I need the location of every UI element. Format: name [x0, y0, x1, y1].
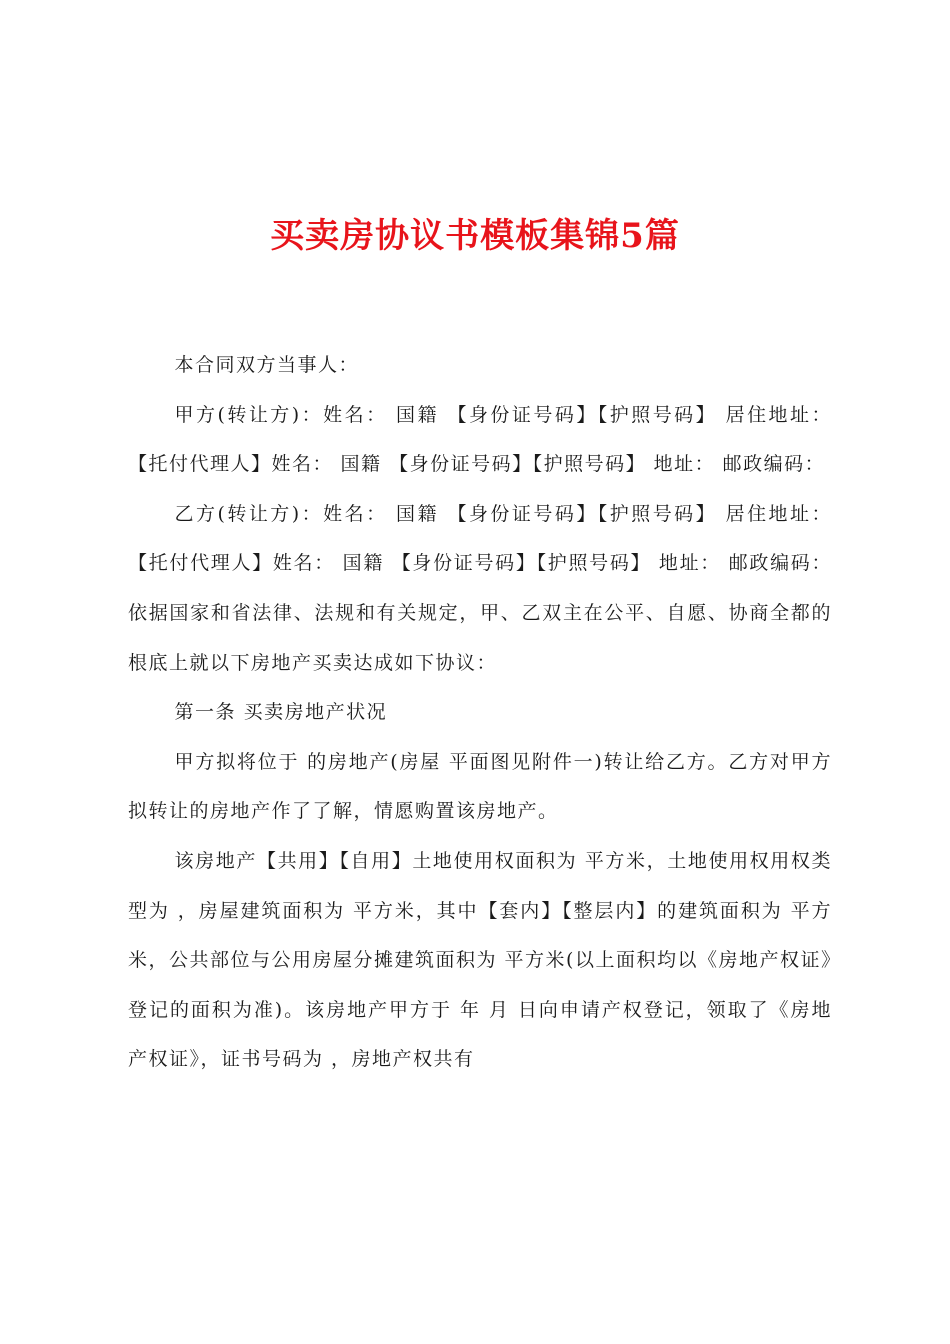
document-title: 买卖房协议书模板集锦5篇 — [270, 216, 680, 256]
paragraph-property-area: 该房地产【共用】【自用】土地使用权面积为 平方米，土地使用权用权类型为 ，房屋建筑面积为 平方米，其中【套内】【整层内】的建筑面积为 平方米，公共部位与公用房屋分摊建筑面积为 平方米(以上面积均以《房地产权证》登记的面积为准)。该房地产甲方于 年 月 日向申请产权登记，领取了《房地产权证》，证书号码为 ，房地产权共有 — [128, 849, 832, 1071]
paragraph-party-a: 甲方(转让方)：姓名： 国籍 【身份证号码】【护照号码】 居住地址： 【托付代理人】姓名： 国籍 【身份证号码】【护照号码】 地址： 邮政编码： — [128, 403, 832, 476]
paragraph-parties-intro: 本合同双方当事人： — [174, 354, 360, 376]
paragraph-property-location: 甲方拟将位于 的房地产(房屋 平面图见附件一)转让给乙方。乙方对甲方拟转让的房地产作了了解，情愿购置该房地产。 — [128, 750, 832, 823]
paragraph-party-b: 乙方(转让方)：姓名： 国籍 【身份证号码】【护照号码】 居住地址： 【托付代理人】姓名： 国籍 【身份证号码】【护照号码】 地址： 邮政编码： 依据国家和省法律、法规和有关规定，甲、乙双主在公平、自愿、协商全都的根底上就以下房地产买卖达成如下协议： — [128, 502, 832, 674]
document-body — [128, 341, 832, 1085]
paragraph-article-one-heading: 第一条 买卖房地产状况 — [174, 701, 388, 724]
